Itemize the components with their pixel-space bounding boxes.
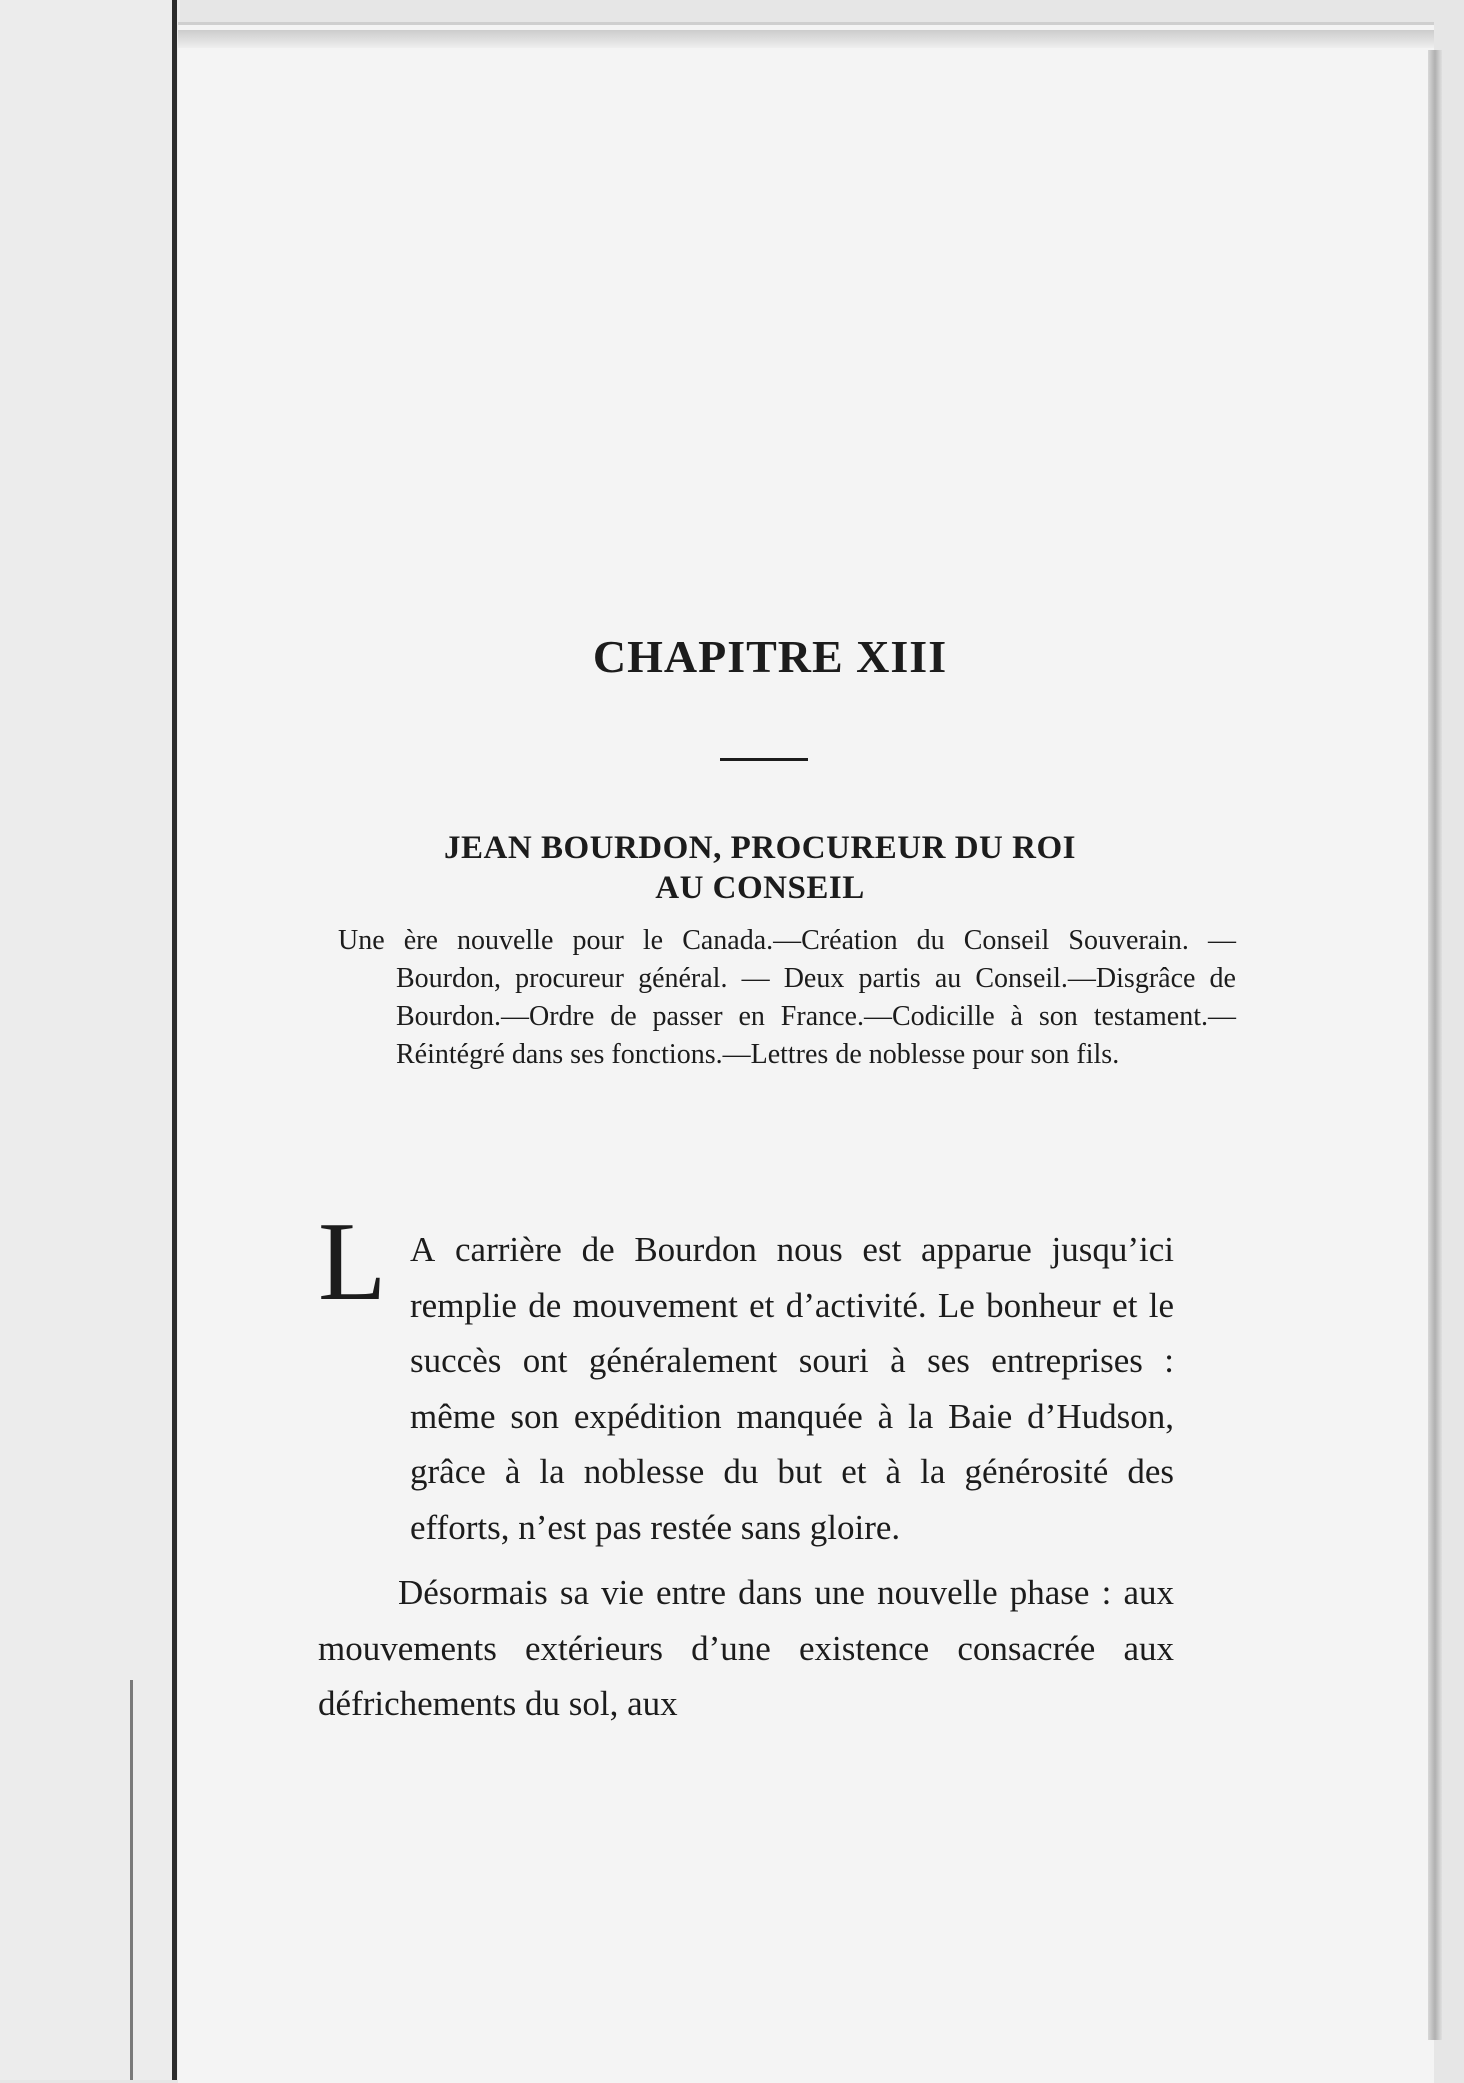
section-title-line1: JEAN BOURDON, PROCUREUR DU ROI	[444, 830, 1076, 866]
paragraph-1	[318, 1222, 1174, 1555]
page-top-shadow	[178, 30, 1434, 48]
chapter-title: CHAPITRE XIII	[592, 631, 948, 682]
page-right-edge	[1428, 50, 1442, 2040]
book-cover-edge	[130, 1680, 133, 2080]
paragraph-2: Désormais sa vie entre dans une nouvelle phase : aux mouvements extérieurs d’une existence consacrée aux défrichements du sol, aux	[318, 1573, 1174, 1723]
book-binding-edge	[172, 0, 177, 2080]
paragraph-1-text: carrière de Bourdon nous est apparue jusqu’ici remplie de mouvement et d’activité. Le bonheur et le succès ont généralement souri à ses entreprises : même son expédition manquée à la Baie d’Hudson, grâce à la noblesse du but et à la générosité des efforts, n’est pas restée sans gloire.	[410, 1230, 1174, 1547]
section-title	[380, 828, 1140, 908]
chapter-summary: Une ère nouvelle pour le Canada.—Création du Conseil Souverain. — Bourdon, procureur général. — Deux partis au Conseil.—Disgrâce de Bourdon.—Ordre de passer en France.—Codicille à son testament.—Réintégré dans ses fonctions.—Lettres de noblesse pour son fils.	[338, 925, 1236, 1070]
paragraph-1-smallcap: A	[410, 1230, 436, 1269]
chapter-divider-rule	[720, 758, 808, 761]
section-title-line2: AU CONSEIL	[655, 870, 865, 906]
body-text	[318, 1222, 1174, 1732]
drop-cap: L	[318, 1200, 387, 1324]
scan-background	[0, 0, 180, 2080]
